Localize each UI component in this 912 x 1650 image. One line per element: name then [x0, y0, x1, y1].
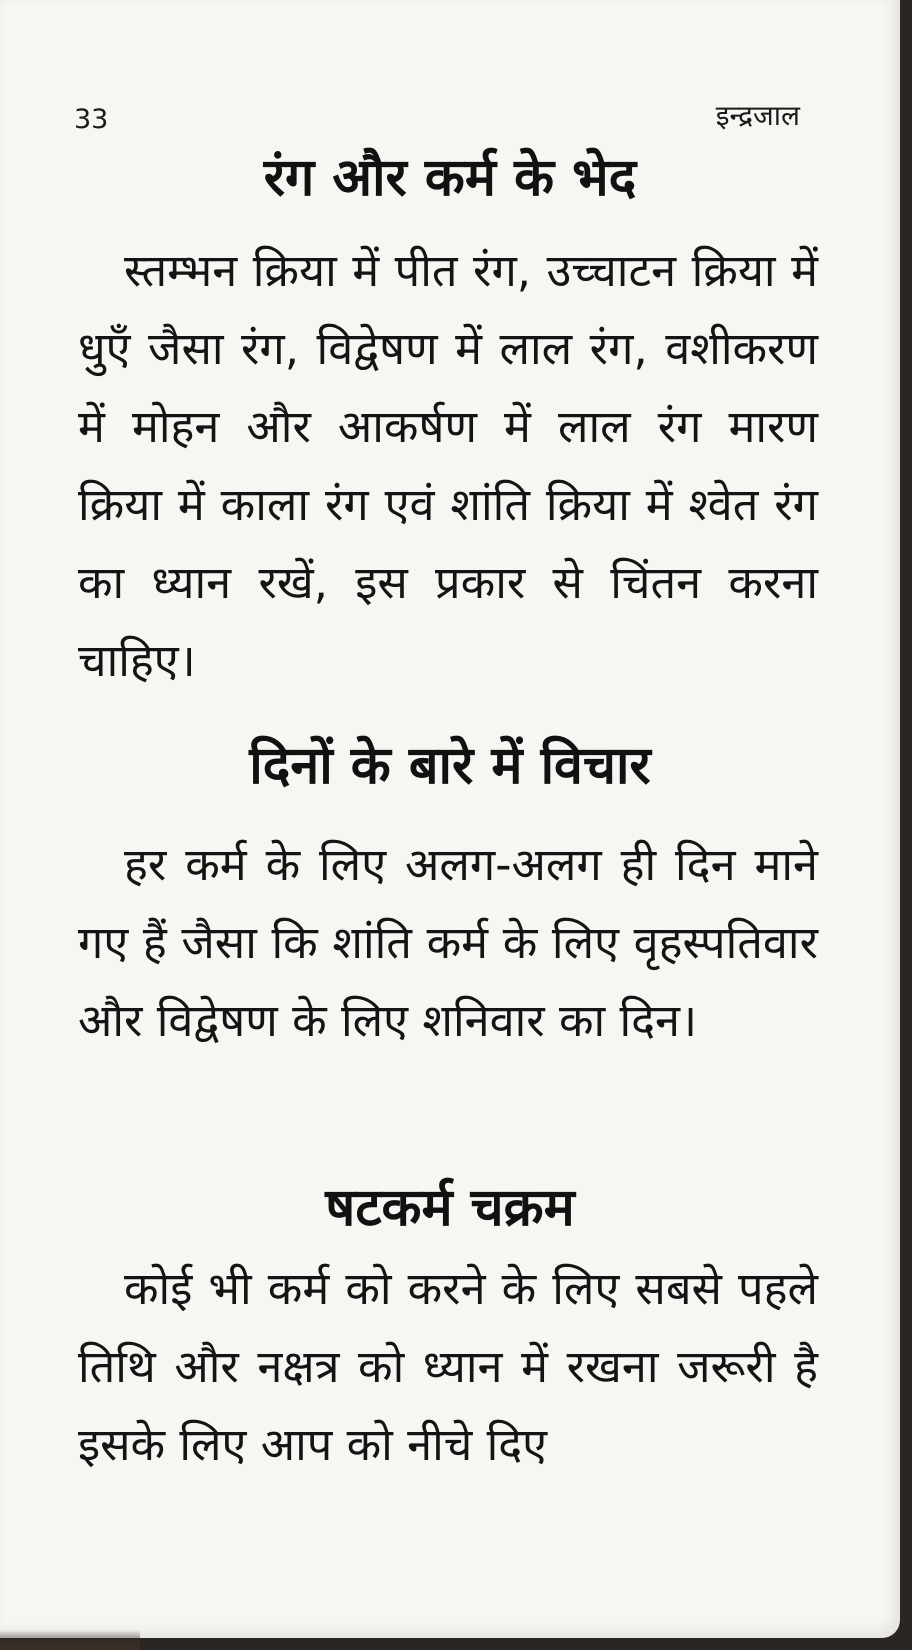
running-title: इन्द्रजाल	[715, 99, 800, 132]
section-paragraph-days: हर कर्म के लिए अलग-अलग ही दिन माने गए हैं जैसा कि शांति कर्म के लिए वृहस्पतिवार और विद्वेषण के लिए शनिवार का दिन।	[78, 838, 818, 1047]
section-heading-colors: रंग और कर्म के भेद	[263, 148, 637, 208]
section-heading-shatkarma: षटकर्म चक्रम	[325, 1178, 575, 1238]
page-number: 33	[74, 104, 109, 135]
section-paragraph-shatkarma: कोई भी कर्म को करने के लिए सबसे पहले तिथि और नक्षत्र को ध्यान में रखना जरूरी है इसके लिए आप को नीचे दिए	[78, 1262, 818, 1471]
page-edge-shadow	[0, 1630, 140, 1650]
section-paragraph-colors: स्तम्भन क्रिया में पीत रंग, उच्चाटन क्रिया में धुएँ जैसा रंग, विद्वेषण में लाल रंग, वशीकरण में मोहन और आकर्षण में लाल रंग मारण क्रिया में काला रंग एवं शांति क्रिया में श्वेत रंग का ध्यान रखें, इस प्रकार से चिंतन करना चाहिए।	[78, 244, 818, 687]
section-heading-days: दिनों के बारे में विचार	[249, 736, 651, 796]
